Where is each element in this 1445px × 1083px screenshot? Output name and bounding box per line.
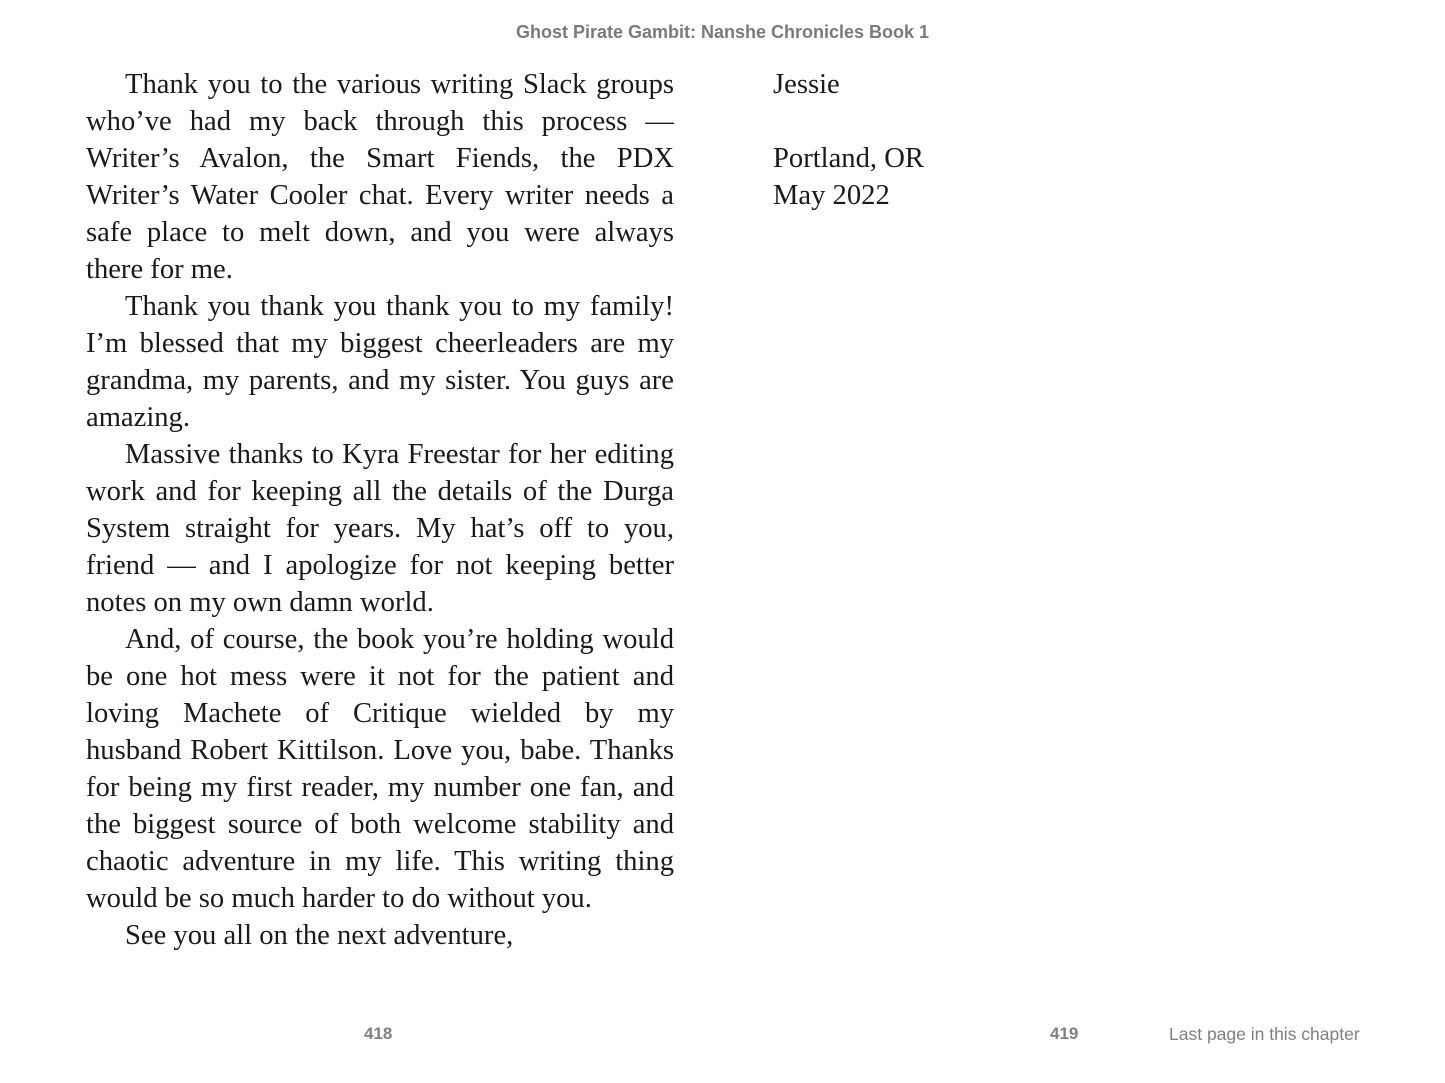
- signature-spacer: [773, 103, 1361, 140]
- paragraph: Thank you to the various writing Slack groups who’ve had my back through this process — Writer’s Avalon, the Smart Fiends, the PDX Writer’s Water Cooler chat. Every writer needs a safe place to melt down, and you were always there for me.: [86, 69, 674, 285]
- paragraph: See you all on the next adventure,: [125, 920, 514, 951]
- right-page[interactable]: [773, 66, 1361, 214]
- left-page-number: 418: [364, 1024, 393, 1043]
- paragraph: And, of course, the book you’re holding would be one hot mess were it not for the patient and loving Machete of Critique wielded by my husband Robert Kittilson. Love you, babe. Thanks for being my first reader, my number one fan, and the biggest source of both welcome stability and chaotic adventure in my life. This writing thing would be so much harder to do without you.: [86, 624, 674, 914]
- paragraph: Thank you thank you thank you to my family! I’m blessed that my biggest cheerleaders are my grandma, my parents, and my sister. You guys are amazing.: [86, 291, 674, 433]
- chapter-status-note: Last page in this chapter: [1169, 1024, 1360, 1044]
- paragraph: Massive thanks to Kyra Freestar for her editing work and for keeping all the details of the Durga System straight for years. My hat’s off to you, friend — and I apologize for not keeping better notes on my own damn world.: [86, 439, 674, 618]
- book-title: Ghost Pirate Gambit: Nanshe Chronicles Book 1: [515, 22, 930, 42]
- right-page-number: 419: [1050, 1024, 1079, 1043]
- signature-date: May 2022: [773, 180, 890, 211]
- signature-location: Portland, OR: [773, 143, 924, 174]
- left-page[interactable]: [86, 66, 674, 954]
- signature-name: Jessie: [773, 69, 840, 100]
